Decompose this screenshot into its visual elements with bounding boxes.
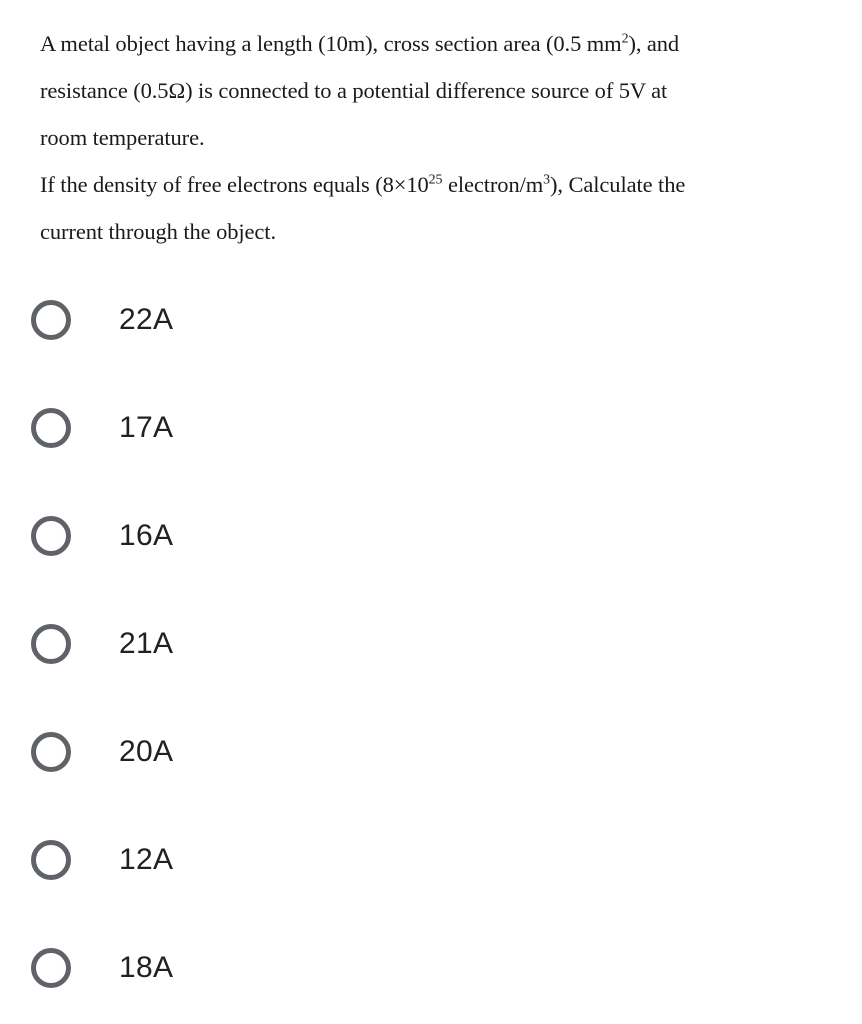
answer-options	[31, 266, 831, 1022]
question-text	[40, 20, 850, 255]
option-20a[interactable]	[31, 698, 831, 806]
radio-unchecked-icon[interactable]	[31, 624, 71, 664]
option-label: 17A	[119, 411, 174, 444]
option-12a[interactable]	[31, 806, 831, 914]
option-label: 12A	[119, 843, 174, 876]
option-label: 20A	[119, 735, 174, 768]
option-label: 22A	[119, 303, 174, 336]
option-18a[interactable]	[31, 914, 831, 1022]
question-line-2: resistance (0.5Ω) is connected to a potential difference source of 5V at	[40, 78, 668, 103]
question-line-1: A metal object having a length (10m), cross section area (0.5 $mm^2$), and	[40, 31, 680, 56]
option-label: 21A	[119, 627, 174, 660]
option-22a[interactable]	[31, 266, 831, 374]
question-line-4: If the density of free electrons equals ($8\times 10^{25}$ electron/$m^3$), Calculate the	[40, 172, 686, 197]
question-line-5: current through the object.	[40, 219, 276, 244]
option-16a[interactable]	[31, 482, 831, 590]
radio-unchecked-icon[interactable]	[31, 408, 71, 448]
option-label: 16A	[119, 519, 174, 552]
option-21a[interactable]	[31, 590, 831, 698]
option-17a[interactable]	[31, 374, 831, 482]
radio-unchecked-icon[interactable]	[31, 840, 71, 880]
radio-unchecked-icon[interactable]	[31, 948, 71, 988]
option-label: 18A	[119, 951, 174, 984]
question-line-3: room temperature.	[40, 125, 205, 150]
radio-unchecked-icon[interactable]	[31, 732, 71, 772]
radio-unchecked-icon[interactable]	[31, 516, 71, 556]
radio-unchecked-icon[interactable]	[31, 300, 71, 340]
